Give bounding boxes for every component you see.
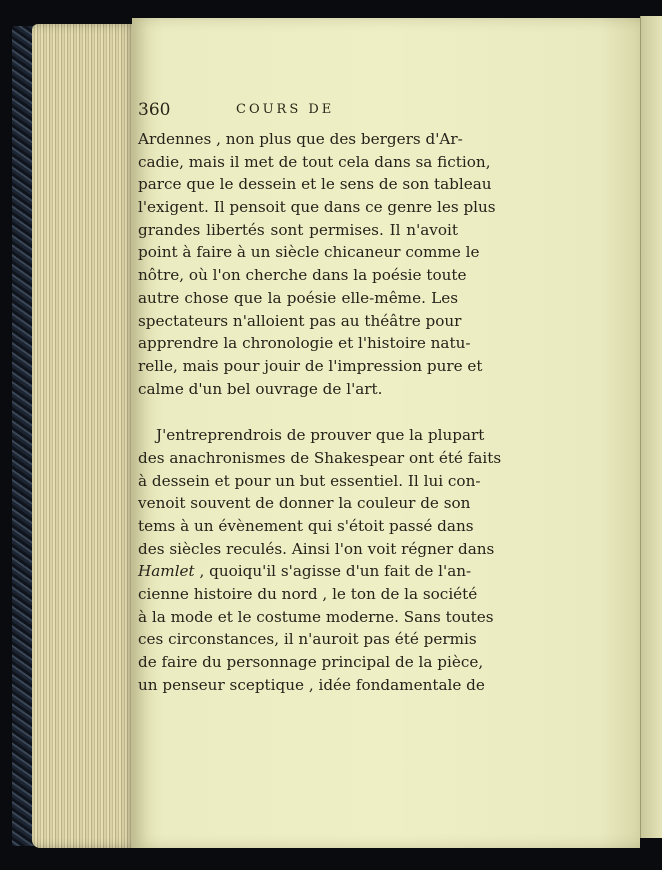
facing-page-edge — [640, 16, 662, 838]
text-line: tems à un évènement qui s'étoit passé dans — [138, 517, 474, 535]
page-edges — [32, 24, 136, 848]
text-line: des siècles reculés. Ainsi l'on voit régner dans — [138, 539, 495, 558]
text-line: cienne histoire du nord , le ton de la société — [138, 585, 478, 604]
text-line: Hamlet , quoiqu'il s'agisse d'un fait de l'an- — [138, 562, 472, 581]
text-line: relle, mais pour jouir de l'impression pure et — [138, 356, 483, 375]
text-line: cadie, mais il met de tout cela dans sa fiction, — [138, 152, 491, 171]
text-line: point à faire à un siècle chicaneur comme le — [138, 243, 480, 262]
text-line: grandes libertés sont permises. Il n'avoit — [138, 220, 458, 239]
text-line: J'entreprendrois de prouver que la plupart — [156, 426, 485, 445]
text-line: de faire du personnage principal de la pièce, — [138, 653, 484, 672]
page-number: 360 — [138, 100, 171, 120]
text-line: autre chose que la poésie elle-même. Les — [138, 288, 458, 307]
text-line: un penseur sceptique , idée fondamentale de — [138, 675, 485, 694]
text-line: nôtre, où l'on cherche dans la poésie toute — [138, 266, 467, 285]
paragraph — [138, 128, 496, 400]
paragraph-gap — [138, 400, 458, 424]
text-line: calme d'un bel ouvrage de l'art. — [138, 379, 383, 398]
body-text — [138, 128, 502, 697]
text-line: à la mode et le costume moderne. Sans toutes — [138, 607, 494, 626]
text-line: apprendre la chronologie et l'histoire natu- — [138, 334, 471, 353]
text-line: l'exigent. Il pensoit que dans ce genre les plus — [138, 198, 496, 217]
text-line: parce que le dessein et le sens de son tableau — [138, 175, 492, 194]
text-line: spectateurs n'alloient pas au théâtre pour — [138, 311, 462, 330]
running-head: COURS DE — [236, 102, 335, 117]
text-line: Ardennes , non plus que des bergers d'Ar- — [138, 130, 463, 148]
text-line: venoit souvent de donner la couleur de son — [138, 494, 471, 513]
text-line: à dessein et pour un but essentiel. Il lui con- — [138, 471, 481, 490]
paragraph — [138, 424, 502, 696]
text-line: des anachronismes de Shakespear ont été faits — [138, 448, 502, 467]
page-header — [138, 100, 468, 122]
text-line: ces circonstances, il n'auroit pas été permis — [138, 630, 477, 649]
italic-title: Hamlet — [138, 562, 195, 581]
